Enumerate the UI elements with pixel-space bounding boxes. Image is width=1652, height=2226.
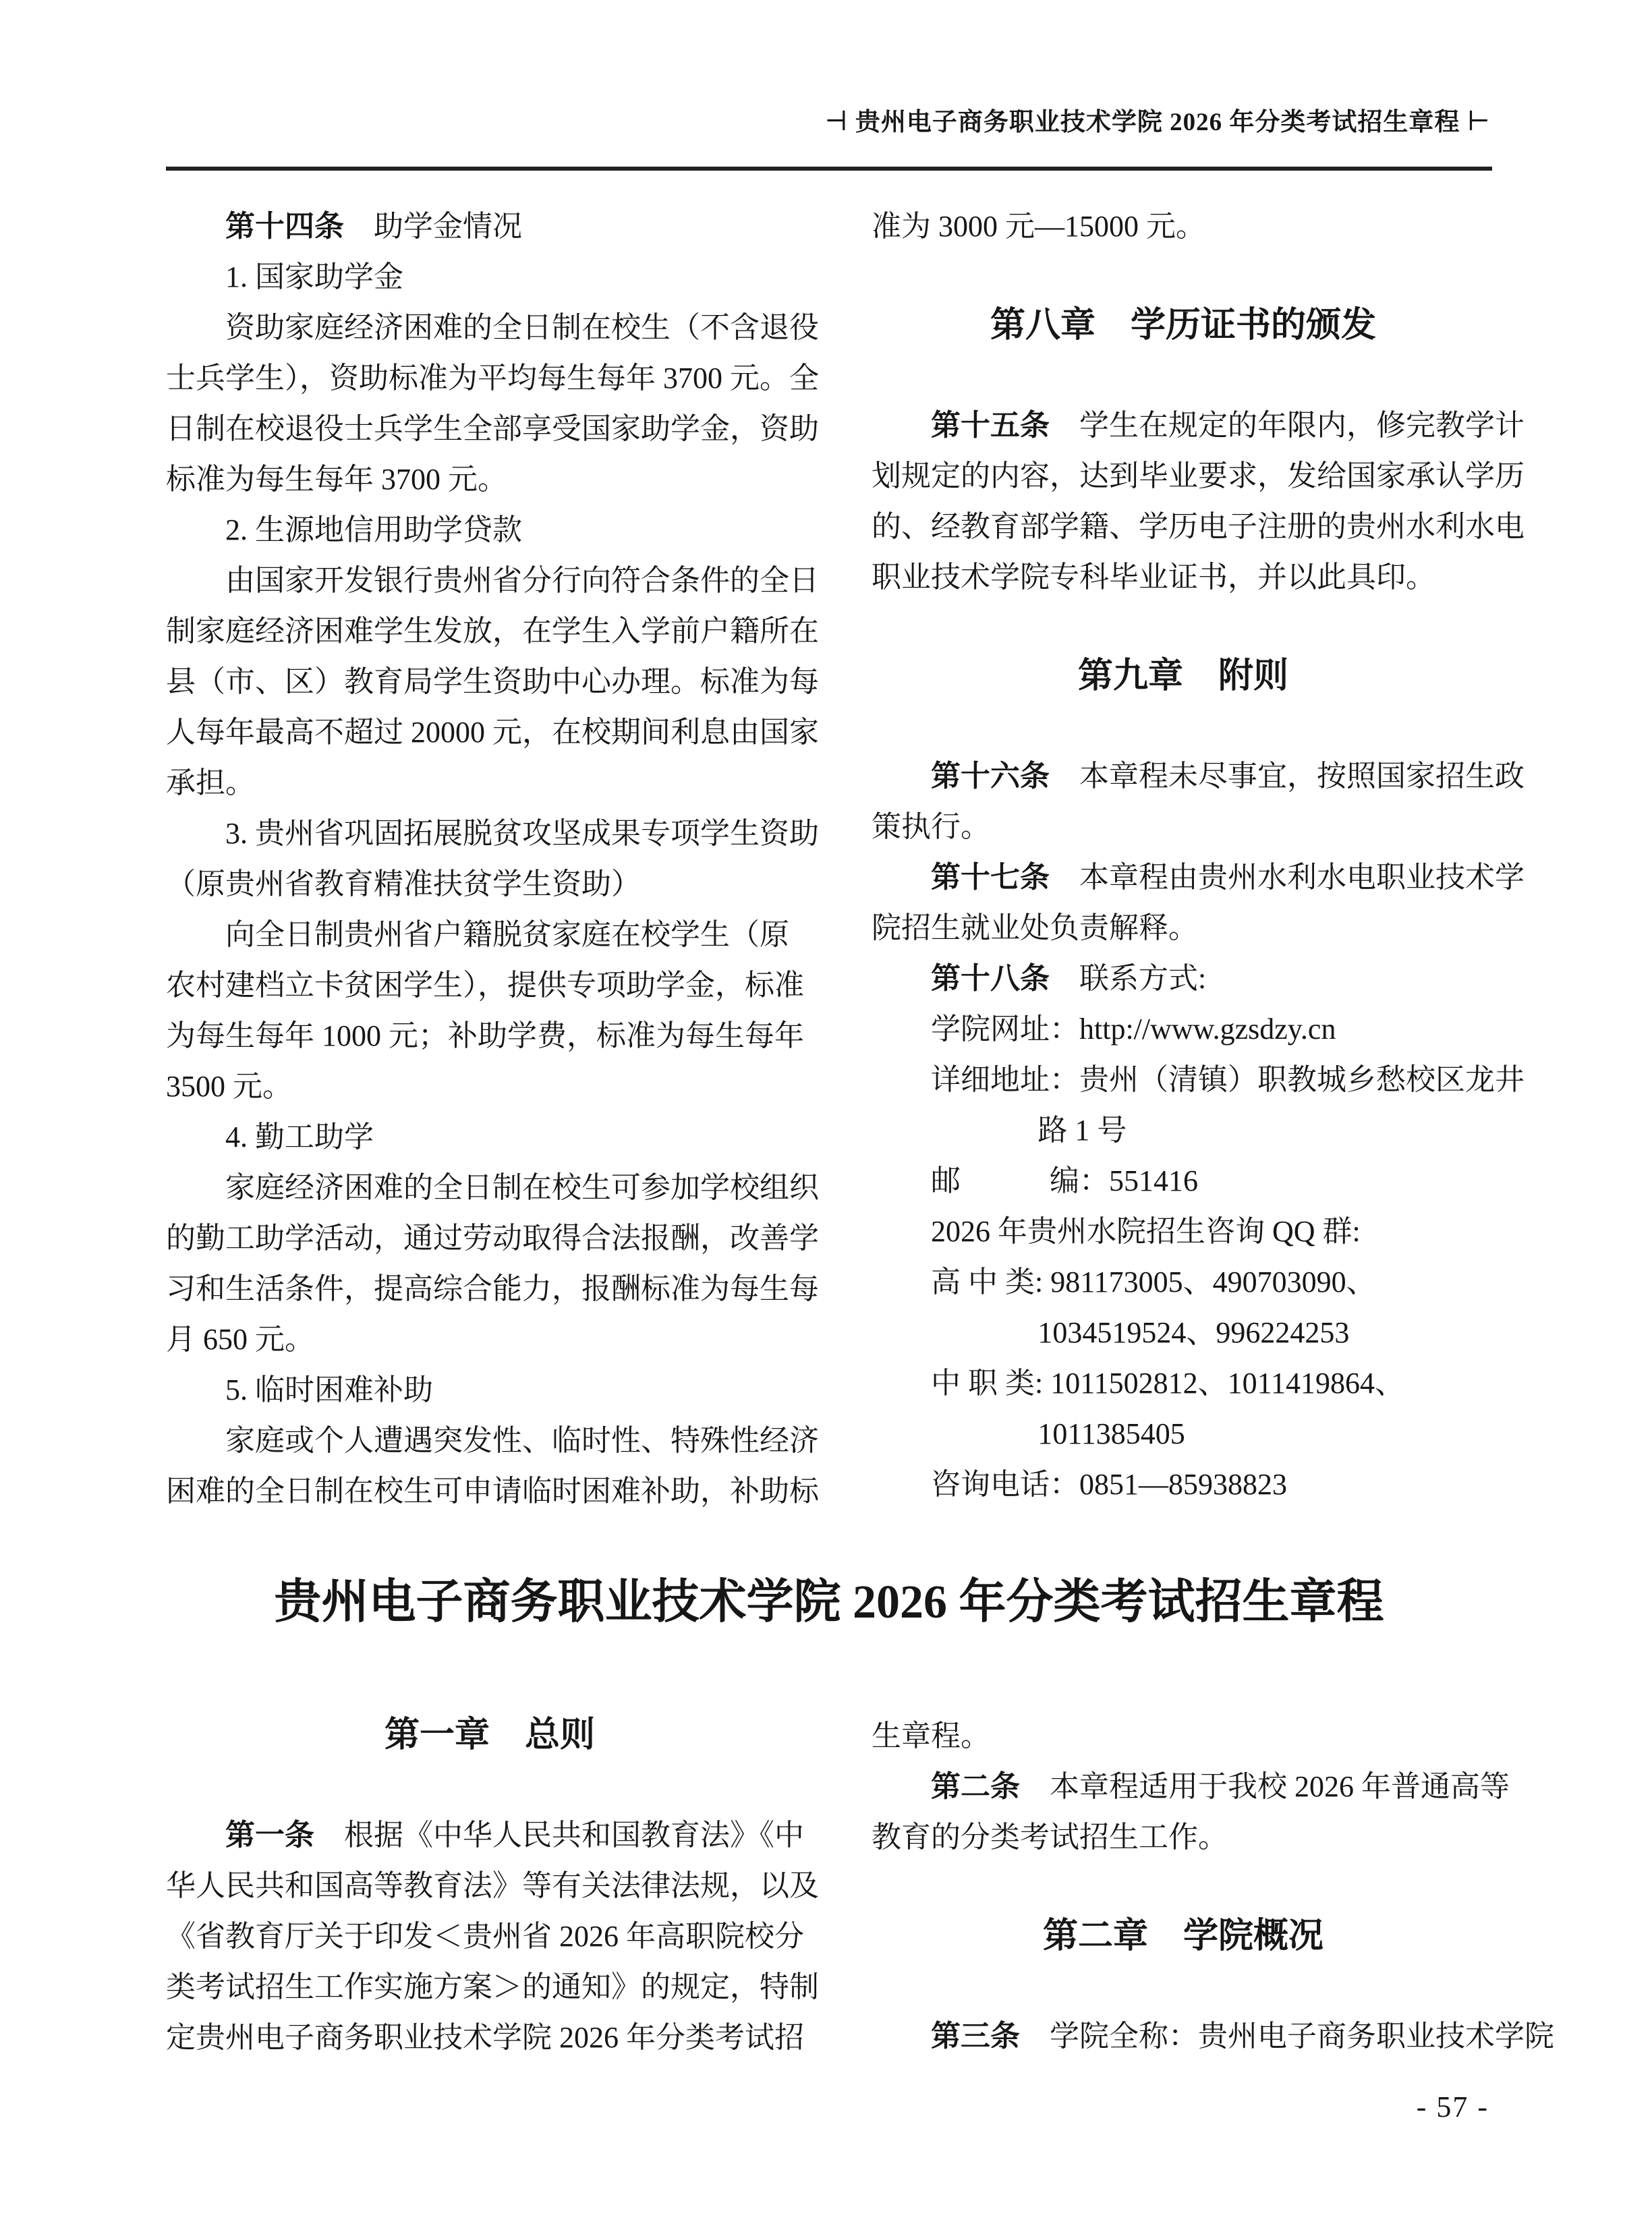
article-label-line (872, 751, 1525, 801)
article-number-label: 第一条 (225, 1819, 314, 1852)
text-line: 职业技术学院专科毕业证书，并以此具印。 (872, 561, 1435, 594)
article-label-line (872, 953, 1495, 1004)
text-line: 士兵学生），资助标准为平均每生每年 3700 元。全 (166, 362, 819, 395)
article-label-line (872, 400, 1525, 451)
document-main-title: 贵州电子商务职业技术学院 2026 年分类考试招生章程 (274, 1576, 1384, 1628)
text-line: 路 1 号 (1037, 1114, 1127, 1147)
article-label-line (872, 1761, 1510, 1812)
article-text: 学生在规定的年限内，修完教学计 (1050, 409, 1525, 442)
text-line: 困难的全日制在校生可申请临时困难补助，补助标 (166, 1475, 819, 1508)
text-line: 农村建档立卡贫困学生），提供专项助学金，标准 (166, 969, 804, 1002)
text-line: 院招生就业处负责解释。 (872, 911, 1198, 944)
text-line: 资助家庭经济困难的全日制在校生（不含退役 (225, 311, 819, 344)
text-line: 划规定的内容，达到毕业要求，发给国家承认学历 (872, 459, 1525, 492)
text-line: 1. 国家助学金 (225, 260, 403, 293)
text-line: 日制在校退役士兵学生全部享受国家助学金，资助 (166, 412, 819, 445)
top-right-text-column (872, 201, 1525, 1510)
chapter-heading: 第九章 附则 (1077, 657, 1288, 695)
text-line: 承担。 (166, 766, 255, 799)
text-line: 准为 3000 元—15000 元。 (872, 210, 1205, 243)
text-line: 2. 生源地信用助学贷款 (225, 513, 522, 546)
text-line: 教育的分类考试招生工作。 (872, 1821, 1228, 1854)
header-divider-rule (166, 167, 1492, 171)
chapter-heading: 第八章 学历证书的颁发 (990, 306, 1376, 345)
bottom-right-text-column (872, 1711, 1554, 2061)
text-line: 县（市、区）教育局学生资助中心办理。标准为每 (166, 665, 819, 698)
text-line: 咨询电话：0851—85938823 (931, 1468, 1287, 1501)
text-line: 家庭经济困难的全日制在校生可参加学校组织 (225, 1171, 819, 1204)
chapter-heading: 第二章 学院概况 (1042, 1917, 1323, 1956)
page-number: - 57 - (1416, 2090, 1489, 2123)
article-text: 本章程未尽事宜，按照国家招生政 (1050, 760, 1525, 793)
header-title-text: 贵州电子商务职业技术学院 2026 年分类考试招生章程 (855, 109, 1460, 136)
article-number-label: 第十四条 (225, 210, 344, 243)
text-line: 1034519524、996224253 (1037, 1316, 1350, 1349)
page-header-running-title (824, 101, 1491, 138)
text-line: （原贵州省教育精准扶贫学生资助） (166, 867, 641, 901)
text-line: 类考试招生工作实施方案＞的通知》的规定，特制 (166, 1970, 819, 2003)
article-label-line (166, 201, 814, 252)
text-line: 为每生每年 1000 元；补助学费，标准为每生每年 (166, 1019, 804, 1052)
text-line: 的、经教育部学籍、学历电子注册的贵州水利水电 (872, 510, 1525, 543)
text-line: 向全日制贵州省户籍脱贫家庭在校学生（原 (225, 918, 789, 951)
text-line: 月 650 元。 (166, 1323, 314, 1356)
article-text: 联系方式: (1050, 962, 1207, 995)
header-left-tick-icon: ⊣ (824, 106, 849, 136)
article-text: 本章程适用于我校 2026 年普通高等 (1020, 1770, 1510, 1803)
text-line: 华人民共和国高等教育法》等有关法律法规，以及 (166, 1869, 819, 1902)
text-line: 3500 元。 (166, 1070, 292, 1103)
text-line: 家庭或个人遭遇突发性、临时性、特殊性经济 (225, 1424, 819, 1457)
article-number-label: 第十八条 (931, 962, 1050, 995)
text-line: 人每年最高不超过 20000 元，在校期间利息由国家 (166, 716, 819, 749)
article-label-line (166, 1810, 814, 1860)
text-line: 定贵州电子商务职业技术学院 2026 年分类考试招 (166, 2021, 804, 2054)
chapter-heading: 第一章 总则 (384, 1716, 595, 1754)
bottom-left-text-column (166, 1661, 819, 2063)
text-line: 标准为每生每年 3700 元。 (166, 463, 507, 496)
text-line: 生章程。 (872, 1719, 990, 1752)
article-text: 学院全称：贵州电子商务职业技术学院 (1020, 2020, 1554, 2053)
article-number-label: 第三条 (931, 2020, 1020, 2053)
article-text: 本章程由贵州水利水电职业技术学 (1050, 861, 1525, 894)
text-line: 高 中 类: 981173005、490703090、 (931, 1265, 1376, 1298)
text-line: 习和生活条件，提高综合能力，报酬标准为每生每 (166, 1272, 819, 1305)
text-line: 制家庭经济困难学生发放，在学生入学前户籍所在 (166, 615, 819, 648)
article-number-label: 第二条 (931, 1770, 1020, 1803)
text-line: 5. 临时困难补助 (225, 1373, 433, 1406)
text-line: 由国家开发银行贵州省分行向符合条件的全日 (225, 564, 819, 597)
article-number-label: 第十六条 (931, 760, 1050, 793)
text-line: 2026 年贵州水院招生咨询 QQ 群: (931, 1215, 1361, 1248)
article-text: 根据《中华人民共和国教育法》《中 (314, 1819, 804, 1852)
article-number-label: 第十七条 (931, 861, 1050, 894)
text-line: 策执行。 (872, 810, 990, 843)
text-line: 《省教育厅关于印发＜贵州省 2026 年高职院校分 (166, 1920, 804, 1953)
text-line: 学院网址：http://www.gzsdzy.cn (931, 1012, 1336, 1046)
text-line: 邮 编：551416 (931, 1164, 1198, 1197)
text-line: 中 职 类: 1011502812、1011419864、 (931, 1367, 1404, 1400)
top-left-text-column (166, 201, 819, 1516)
text-line: 3. 贵州省巩固拓展脱贫攻坚成果专项学生资助 (225, 817, 819, 850)
header-right-tick-icon: ⊢ (1466, 106, 1491, 136)
text-line: 4. 勤工助学 (225, 1120, 374, 1153)
text-line: 的勤工助学活动，通过劳动取得合法报酬，改善学 (166, 1222, 819, 1255)
article-label-line (872, 2011, 1554, 2061)
article-number-label: 第十五条 (931, 409, 1050, 442)
article-label-line (872, 852, 1525, 903)
text-line: 详细地址：贵州（清镇）职教城乡愁校区龙井 (931, 1063, 1525, 1096)
article-text: 助学金情况 (344, 210, 522, 243)
text-line: 1011385405 (1037, 1417, 1185, 1450)
